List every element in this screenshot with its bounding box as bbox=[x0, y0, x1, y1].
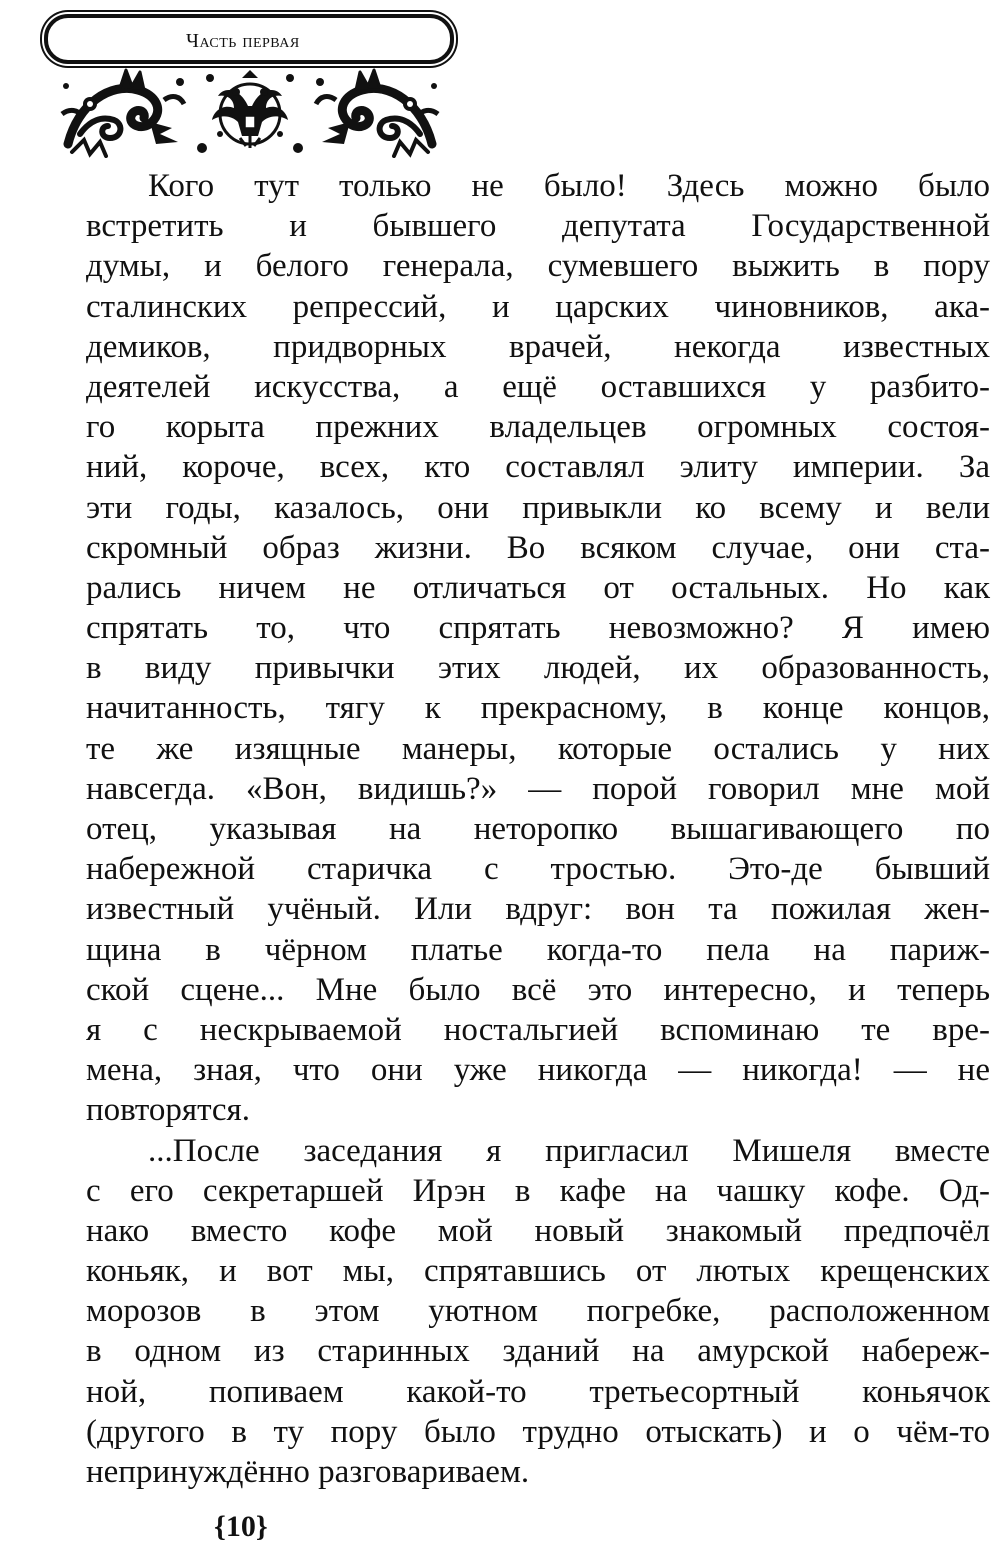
text-line: в виду привычки этих людей, их образованность, bbox=[86, 650, 990, 687]
text-line: рались ничем не отличаться от остальных. Но как bbox=[86, 569, 990, 606]
text-line: мена, зная, что они уже никогда — никогда! — не bbox=[86, 1052, 990, 1089]
text-line: Кого тут только не было! Здесь можно было bbox=[148, 168, 990, 204]
text-line: встретить и бывшего депутата Государственной bbox=[86, 208, 990, 245]
text-line: сталинских репрессий, и царских чиновников, ака- bbox=[86, 288, 990, 325]
text-line: ...После заседания я пригласил Мишеля вместе bbox=[148, 1132, 990, 1169]
body-text bbox=[86, 166, 990, 1492]
text-line: эти годы, казалось, они привыкли ко всему и вели bbox=[86, 489, 990, 526]
text-line: ной, попиваем какой-то третьесортный коньячок bbox=[86, 1373, 990, 1410]
text-line: те же изящные манеры, которые остались у них bbox=[86, 730, 990, 767]
text-line: ний, короче, всех, кто составлял элиту империи. За bbox=[86, 449, 990, 486]
text-line: я с нескрываемой ностальгией вспоминаю те вре- bbox=[86, 1011, 990, 1048]
paragraph bbox=[86, 166, 990, 1131]
text-line: (другого в ту пору было трудно отыскать) и о чём-то bbox=[86, 1413, 990, 1450]
text-line: деятелей искусства, а ещё оставшихся у разбито- bbox=[86, 368, 990, 405]
text-line: демиков, придворных врачей, некогда известных bbox=[86, 328, 990, 365]
text-line: начитанность, тягу к прекрасному, в конце концов, bbox=[86, 690, 990, 727]
text-line: скромный образ жизни. Во всяком случае, они ста- bbox=[86, 529, 990, 566]
text-line: в одном из старинных зданий на амурской набереж- bbox=[86, 1333, 990, 1370]
text-line: спрятать то, что спрятать невозможно? Я имею bbox=[86, 610, 990, 647]
text-line: нако вместо кофе мой новый знакомый предпочёл bbox=[86, 1212, 990, 1249]
text-line: отец, указывая на неторопко вышагивающего по bbox=[86, 811, 990, 847]
section-title: Часть первая bbox=[186, 30, 300, 52]
paragraph bbox=[86, 1131, 990, 1493]
text-line: го корыта прежних владельцев огромных состоя- bbox=[86, 409, 990, 446]
page-number: {10} bbox=[214, 1510, 268, 1543]
text-line: повторятся. bbox=[86, 1092, 250, 1129]
text-line: навсегда. «Вон, видишь?» — порой говорил мне мой bbox=[86, 770, 990, 807]
dragons-eagle-ornament-icon bbox=[60, 64, 440, 158]
text-line: непринуждённо разговариваем. bbox=[86, 1454, 530, 1490]
text-line: с его секретаршей Ирэн в кафе на чашку кофе. Од- bbox=[86, 1172, 990, 1209]
text-line: набережной старичка с тростью. Это-де бывший bbox=[86, 851, 990, 888]
text-line: известный учёный. Или вдруг: вон та пожилая жен- bbox=[86, 891, 990, 928]
text-line: щина в чёрном платье когда-то пела на париж- bbox=[86, 931, 990, 968]
text-line: коньяк, и вот мы, спрятавшись от лютых крещенских bbox=[86, 1253, 990, 1290]
text-line: ской сцене... Мне было всё это интересно, и теперь bbox=[86, 971, 990, 1008]
section-header-tab bbox=[44, 14, 454, 64]
text-line: думы, и белого генерала, сумевшего выжить в пору bbox=[86, 248, 990, 285]
text-line: морозов в этом уютном погребке, расположенном bbox=[86, 1293, 990, 1330]
